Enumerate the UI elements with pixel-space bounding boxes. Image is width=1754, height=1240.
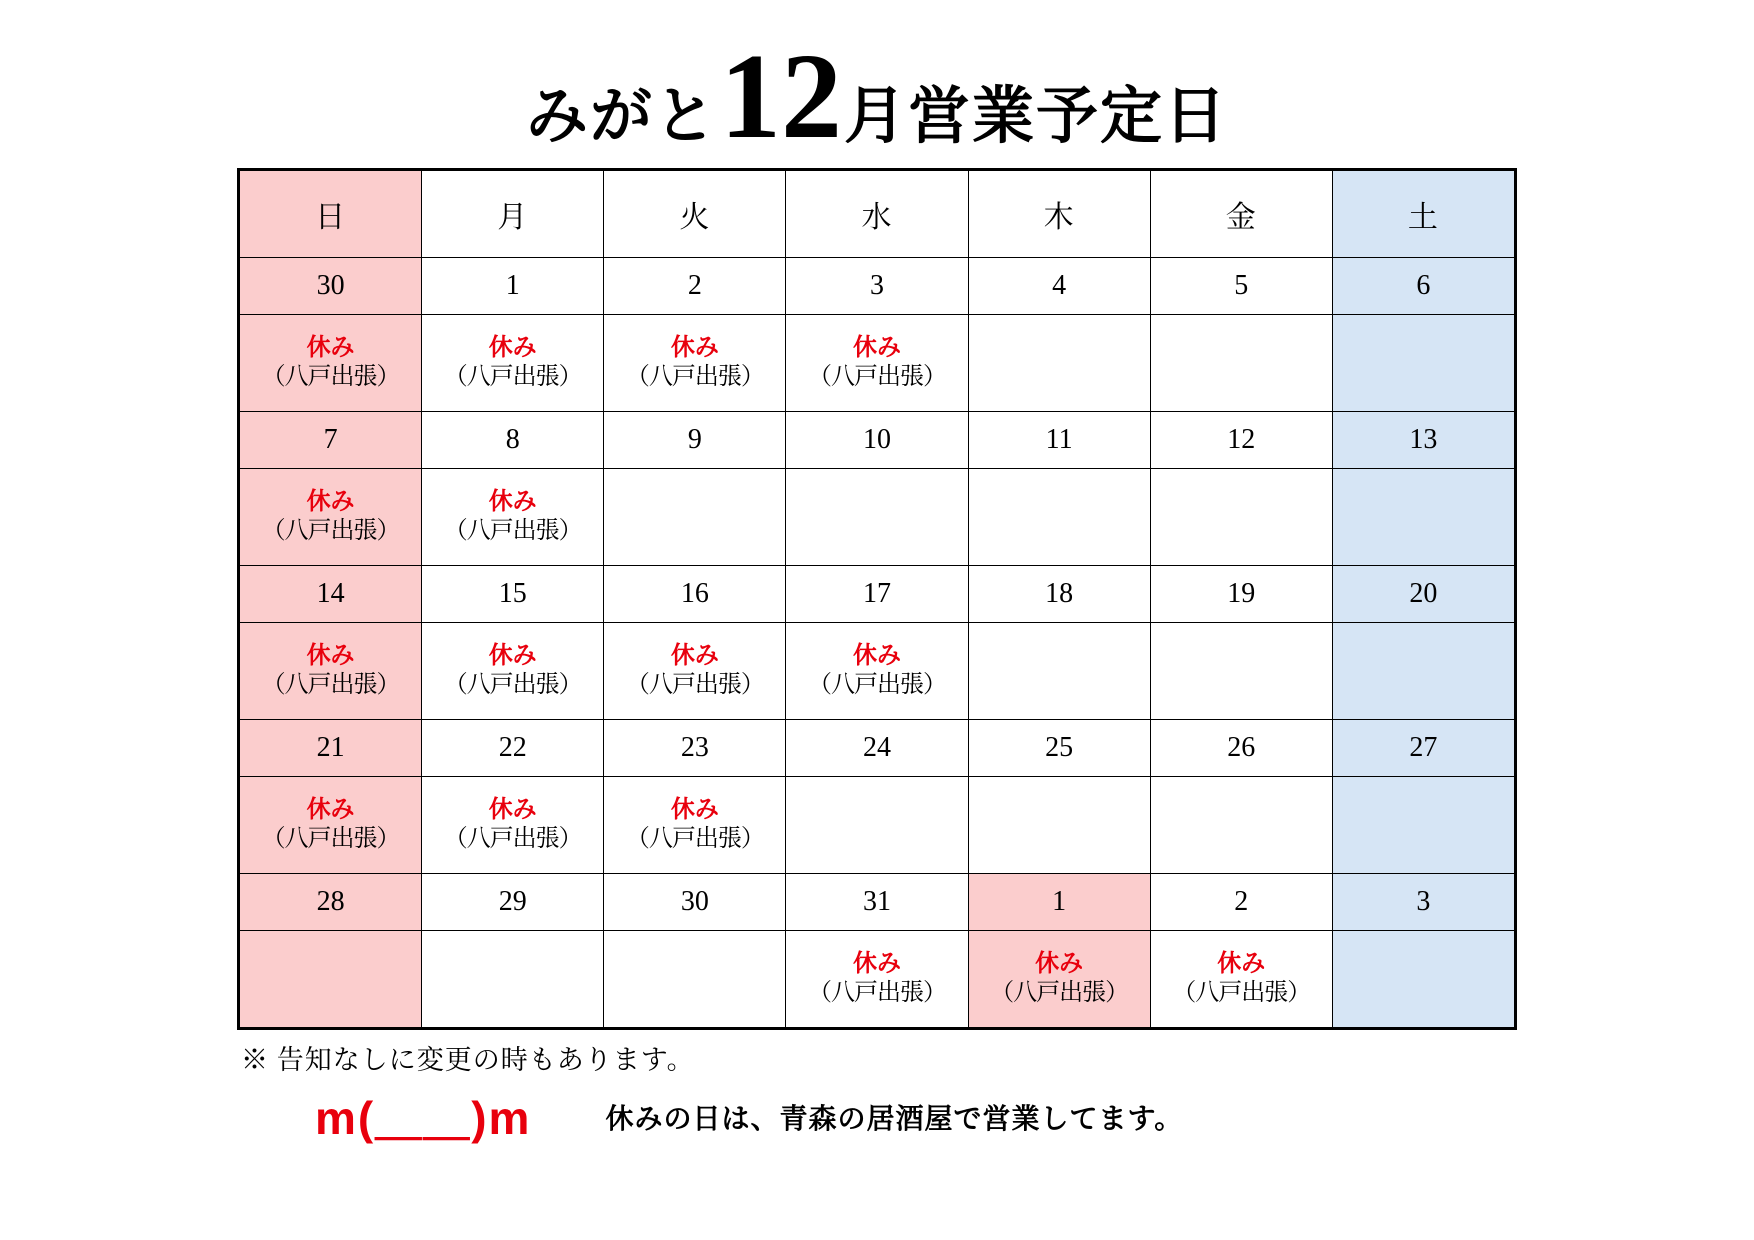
weekday-header-cell: 月 (422, 170, 604, 258)
calendar-date-cell[interactable]: 21 (239, 720, 422, 777)
calendar-note-cell[interactable] (786, 469, 968, 566)
calendar-note-cell[interactable] (604, 315, 786, 412)
closed-label: 休み (488, 489, 537, 516)
closed-label: 休み (670, 797, 719, 824)
calendar-date-row (239, 258, 1516, 315)
calendar-date-cell[interactable]: 28 (239, 874, 422, 931)
calendar-note-cell[interactable] (422, 315, 604, 412)
calendar-date-cell[interactable]: 20 (1332, 566, 1515, 623)
calendar-date-cell[interactable]: 14 (239, 566, 422, 623)
calendar-note-cell[interactable] (786, 623, 968, 720)
calendar-date-cell[interactable]: 6 (1332, 258, 1515, 315)
closed-sublabel: （八戸出張） (261, 826, 400, 852)
calendar-date-cell[interactable]: 9 (604, 412, 786, 469)
calendar-note-cell[interactable] (968, 469, 1150, 566)
closed-sublabel: （八戸出張） (625, 364, 764, 390)
weekday-header-row (239, 170, 1516, 258)
closed-label: 休み (852, 335, 901, 362)
calendar-note-cell[interactable] (239, 623, 422, 720)
calendar-note-row (239, 469, 1516, 566)
weekday-header-cell: 金 (1150, 170, 1332, 258)
closed-sublabel: （八戸出張） (625, 826, 764, 852)
calendar-note-cell[interactable] (239, 315, 422, 412)
closed-sublabel: （八戸出張） (443, 672, 582, 698)
calendar-date-cell[interactable]: 7 (239, 412, 422, 469)
calendar-note-cell[interactable] (1332, 777, 1515, 874)
calendar-note-cell[interactable] (1150, 469, 1332, 566)
closed-sublabel: （八戸出張） (261, 518, 400, 544)
calendar-date-cell[interactable]: 25 (968, 720, 1150, 777)
calendar-date-cell[interactable]: 18 (968, 566, 1150, 623)
calendar-note-row (239, 777, 1516, 874)
closed-label: 休み (488, 335, 537, 362)
calendar-date-row (239, 720, 1516, 777)
calendar-note-cell[interactable] (786, 931, 968, 1029)
closed-label: 休み (1035, 951, 1084, 978)
calendar-note-cell[interactable] (786, 315, 968, 412)
calendar-date-cell[interactable]: 4 (968, 258, 1150, 315)
footer-bottom-row (237, 1092, 1517, 1144)
calendar-date-cell[interactable]: 12 (1150, 412, 1332, 469)
calendar-date-cell[interactable]: 22 (422, 720, 604, 777)
calendar-date-row (239, 412, 1516, 469)
closed-label: 休み (852, 951, 901, 978)
calendar-date-cell[interactable]: 24 (786, 720, 968, 777)
calendar-note-cell[interactable] (604, 469, 786, 566)
calendar-note-cell[interactable] (422, 623, 604, 720)
calendar-date-cell[interactable]: 3 (786, 258, 968, 315)
calendar-container (237, 168, 1517, 1030)
calendar-date-cell[interactable]: 17 (786, 566, 968, 623)
calendar-note-cell[interactable] (604, 623, 786, 720)
calendar-date-cell[interactable]: 2 (604, 258, 786, 315)
calendar-note-cell[interactable] (1332, 315, 1515, 412)
calendar-note-cell[interactable] (1150, 315, 1332, 412)
calendar-note-cell[interactable] (786, 777, 968, 874)
calendar-date-cell[interactable]: 30 (239, 258, 422, 315)
title-text (525, 29, 1229, 164)
closed-sublabel: （八戸出張） (807, 364, 946, 390)
calendar-note-cell[interactable] (239, 777, 422, 874)
calendar-date-cell[interactable]: 1 (968, 874, 1150, 931)
disclaimer-text: ※ 告知なしに変更の時もあります。 (241, 1045, 695, 1075)
calendar-date-cell[interactable]: 5 (1150, 258, 1332, 315)
calendar-date-row (239, 874, 1516, 931)
calendar-date-cell[interactable]: 31 (786, 874, 968, 931)
calendar-note-cell[interactable] (422, 469, 604, 566)
title-prefix: みがと (525, 83, 718, 151)
closed-label: 休み (670, 643, 719, 670)
closed-sublabel: （八戸出張） (261, 364, 400, 390)
title-month-number: 12 (720, 29, 842, 164)
closed-sublabel: （八戸出張） (625, 672, 764, 698)
closed-label: 休み (306, 489, 355, 516)
bow-emoticon: m(＿＿)m (315, 1092, 532, 1144)
calendar-note-cell[interactable] (1332, 623, 1515, 720)
calendar-note-cell[interactable] (422, 777, 604, 874)
weekday-header-cell: 火 (604, 170, 786, 258)
calendar-date-cell[interactable]: 26 (1150, 720, 1332, 777)
calendar-note-cell[interactable] (239, 469, 422, 566)
closed-sublabel: （八戸出張） (807, 980, 946, 1006)
calendar-note-cell[interactable] (968, 315, 1150, 412)
closed-label: 休み (852, 643, 901, 670)
weekday-header-cell: 日 (239, 170, 422, 258)
calendar-table (237, 168, 1517, 1030)
calendar-date-cell[interactable]: 23 (604, 720, 786, 777)
footer-message: 休みの日は、青森の居酒屋で営業してます。 (605, 1104, 1184, 1135)
closed-sublabel: （八戸出張） (990, 980, 1129, 1006)
closed-sublabel: （八戸出張） (1172, 980, 1311, 1006)
calendar-date-cell[interactable]: 2 (1150, 874, 1332, 931)
closed-sublabel: （八戸出張） (443, 826, 582, 852)
calendar-note-row (239, 623, 1516, 720)
closed-label: 休み (488, 643, 537, 670)
calendar-date-cell[interactable]: 16 (604, 566, 786, 623)
calendar-date-cell[interactable]: 19 (1150, 566, 1332, 623)
calendar-date-cell[interactable]: 3 (1332, 874, 1515, 931)
closed-sublabel: （八戸出張） (807, 672, 946, 698)
calendar-note-cell[interactable] (1150, 931, 1332, 1029)
title-suffix: 月営業予定日 (844, 83, 1229, 151)
calendar-note-cell[interactable] (1150, 777, 1332, 874)
closed-label: 休み (670, 335, 719, 362)
calendar-note-row (239, 931, 1516, 1029)
calendar-note-cell[interactable] (1332, 931, 1515, 1029)
calendar-date-cell[interactable]: 10 (786, 412, 968, 469)
footer (237, 1038, 1517, 1144)
calendar-note-cell[interactable] (604, 777, 786, 874)
page-title (0, 0, 1754, 164)
calendar-note-cell[interactable] (968, 777, 1150, 874)
calendar-date-row (239, 566, 1516, 623)
weekday-header-cell: 木 (968, 170, 1150, 258)
closed-sublabel: （八戸出張） (443, 518, 582, 544)
calendar-date-cell[interactable]: 13 (1332, 412, 1515, 469)
calendar-date-cell[interactable]: 30 (604, 874, 786, 931)
calendar-date-cell[interactable]: 15 (422, 566, 604, 623)
closed-label: 休み (1217, 951, 1266, 978)
calendar-date-cell[interactable]: 27 (1332, 720, 1515, 777)
calendar-note-cell[interactable] (422, 931, 604, 1029)
calendar-note-cell[interactable] (968, 931, 1150, 1029)
calendar-date-cell[interactable]: 8 (422, 412, 604, 469)
calendar-note-row (239, 315, 1516, 412)
calendar-date-cell[interactable]: 1 (422, 258, 604, 315)
calendar-note-cell[interactable] (1150, 623, 1332, 720)
calendar-note-cell[interactable] (239, 931, 422, 1029)
closed-sublabel: （八戸出張） (443, 364, 582, 390)
calendar-note-cell[interactable] (604, 931, 786, 1029)
closed-label: 休み (306, 797, 355, 824)
calendar-note-cell[interactable] (968, 623, 1150, 720)
calendar-date-cell[interactable]: 29 (422, 874, 604, 931)
closed-label: 休み (488, 797, 537, 824)
closed-sublabel: （八戸出張） (261, 672, 400, 698)
closed-label: 休み (306, 335, 355, 362)
closed-label: 休み (306, 643, 355, 670)
calendar-note-cell[interactable] (1332, 469, 1515, 566)
weekday-header-cell: 水 (786, 170, 968, 258)
calendar-date-cell[interactable]: 11 (968, 412, 1150, 469)
weekday-header-cell: 土 (1332, 170, 1515, 258)
